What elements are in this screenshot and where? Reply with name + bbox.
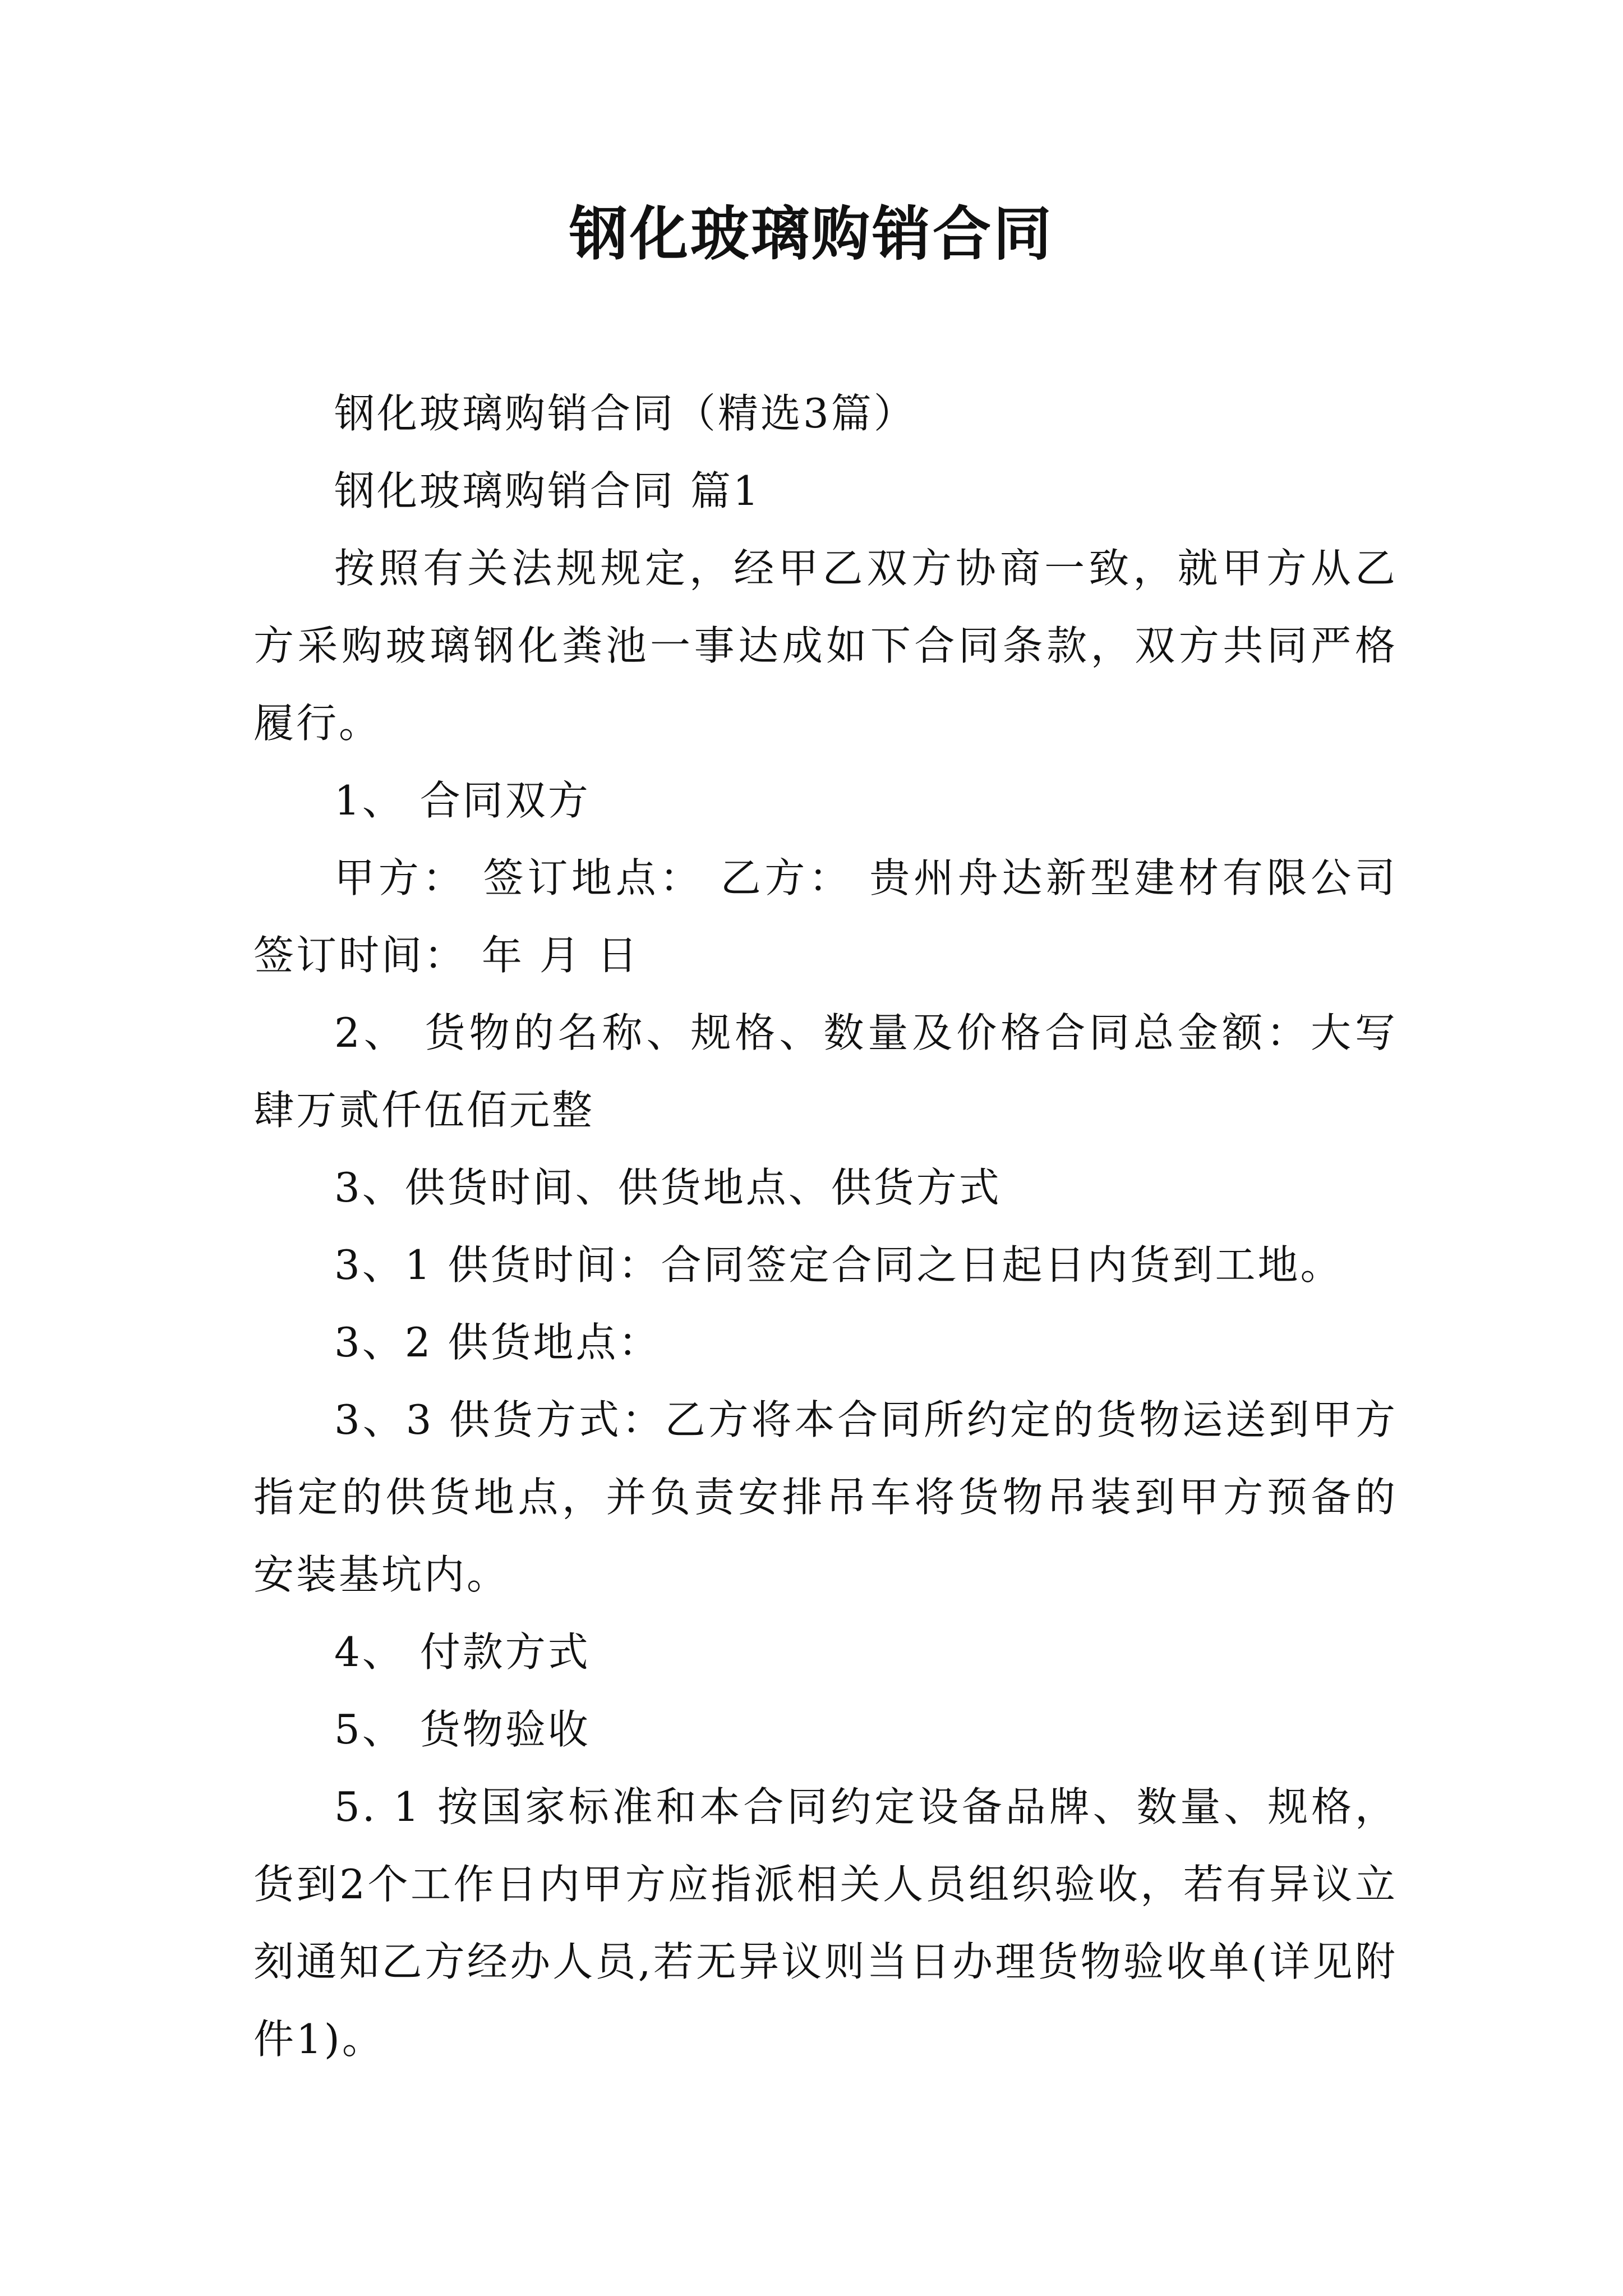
paragraph-subtitle: 钢化玻璃购销合同（精选3篇） bbox=[334, 390, 916, 437]
paragraph-clause-3: 3、供货时间、供货地点、供货方式 bbox=[334, 1164, 1002, 1211]
paragraph-clause-3-1: 3、1 供货时间：合同签定合同之日起日内货到工地。 bbox=[334, 1241, 1343, 1289]
document-body bbox=[253, 375, 1398, 2078]
paragraph-clause-4: 4、 付款方式 bbox=[334, 1628, 591, 1676]
paragraph-intro: 按照有关法规规定，经甲乙双方协商一致，就甲方从乙方采购玻璃钢化粪池一事达成如下合同条款，双方共同严格履行。 bbox=[253, 545, 1398, 747]
paragraph-clause-2: 2、 货物的名称、规格、数量及价格合同总金额：大写肆万贰仟伍佰元整 bbox=[253, 1009, 1398, 1134]
paragraph-section-heading: 钢化玻璃购销合同 篇1 bbox=[334, 467, 761, 514]
paragraph-clause-3-2: 3、2 供货地点： bbox=[334, 1319, 661, 1366]
document-title: 钢化玻璃购销合同 bbox=[569, 199, 1054, 268]
paragraph-clause-1: 1、 合同双方 bbox=[334, 777, 591, 824]
paragraph-clause-3-3: 3、3 供货方式：乙方将本合同所约定的货物运送到甲方指定的供货地点，并负责安排吊车将货物吊装到甲方预备的安装基坑内。 bbox=[253, 1396, 1398, 1598]
paragraph-parties: 甲方： 签订地点： 乙方： 贵州舟达新型建材有限公司 签订时间： 年 月 日 bbox=[253, 854, 1398, 979]
paragraph-clause-5: 5、 货物验收 bbox=[334, 1706, 591, 1753]
paragraph-clause-5-1: 5. 1 按国家标准和本合同约定设备品牌、数量、规格，货到2个工作日内甲方应指派相关人员组织验收，若有异议立刻通知乙方经办人员,若无异议则当日办理货物验收单(详见附件1)。 bbox=[253, 1783, 1398, 2063]
